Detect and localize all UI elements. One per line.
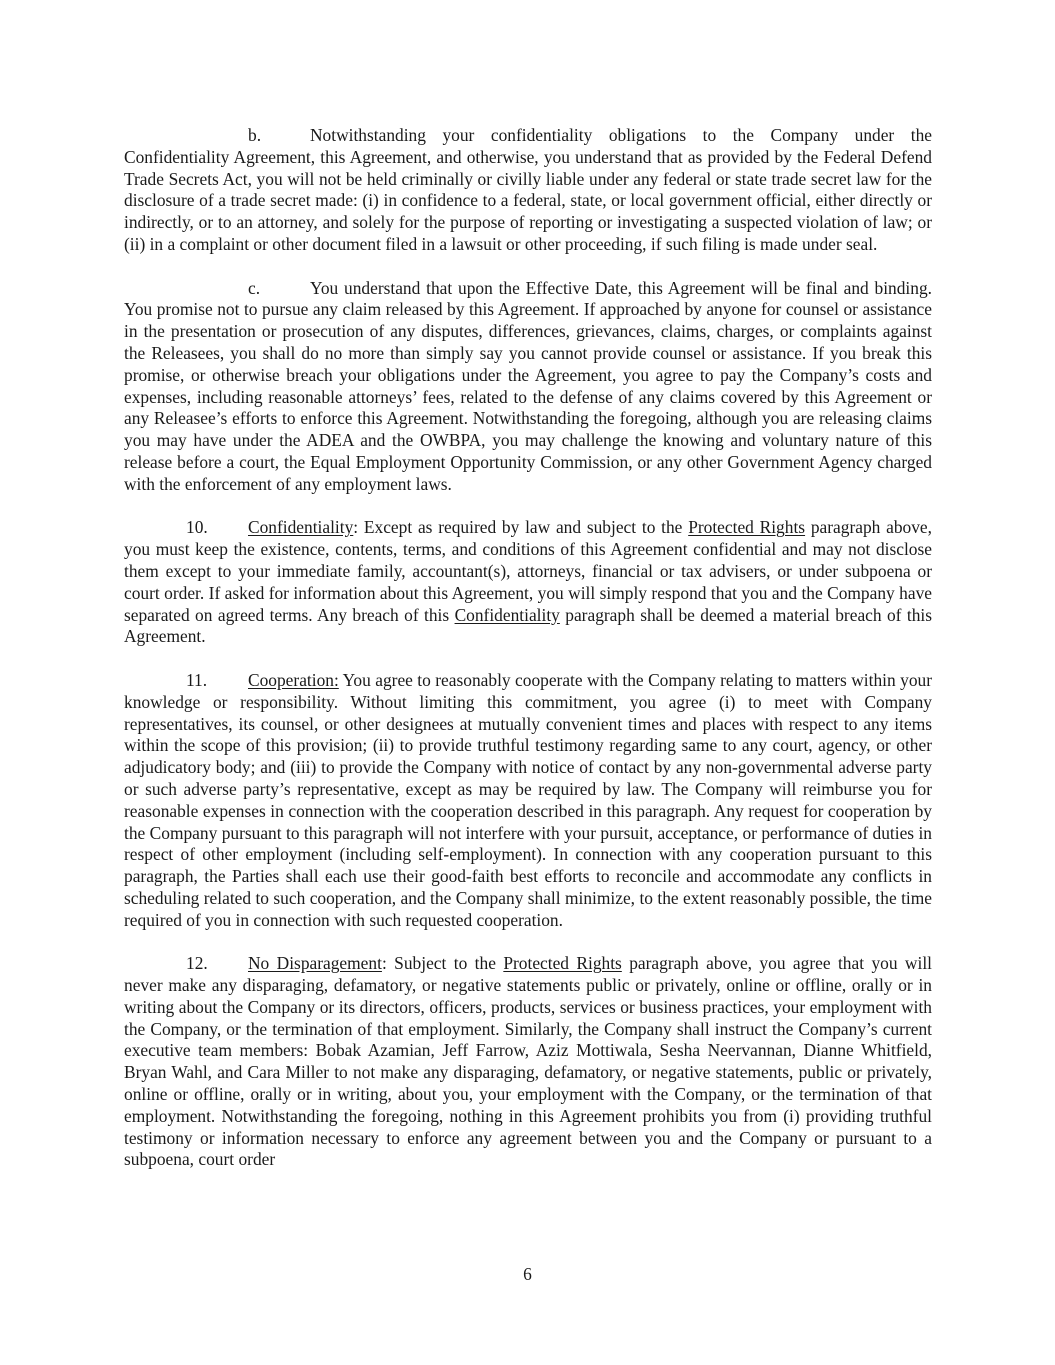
paragraph-label: c. [248,277,261,298]
paragraph-12-no-disparagement [124,953,932,1171]
paragraph-text: paragraph above, you must keep the existence, contents, terms, and conditions of this Agreement confidential and may not disclose them except to your immediate family, accountant(s), attorneys, financial or tax advisers, or under subpoena or court order. If asked for information about this Agreement, you will simply respond that you and the Company have separated on agreed terms. Any breach of this [124,517,932,625]
cross-reference: Protected Rights [503,953,622,974]
paragraph-number: 12. [186,953,208,974]
paragraph-number: 10. [186,517,208,538]
page-number: 6 [523,1264,532,1284]
paragraph-text: : Subject to the [381,953,504,974]
paragraph-9c [124,278,932,496]
paragraph-9b [124,125,932,256]
section-heading: Confidentiality [248,517,354,538]
paragraph-text: You understand that upon the Effective Date, this Agreement will be final and binding. You promise not to pursue any claim released by this Agreement. If approached by anyone for counsel or assistance in the presentation or prosecution of any disputes, differences, grievances, claims, charges, or complaints against the Releasees, you shall do no more than simply say you cannot provide counsel or assistance. If you break this promise, or otherwise breach your obligations under the Agreement, you agree to pay the Company’s costs and expenses, including reasonable attorneys’ fees, related to the defense of any claims covered by this Agreement or any Releasee’s efforts to enforce this Agreement. Notwithstanding the foregoing, although you are releasing claims you may have under the ADEA and the OWBPA, you may challenge the knowing and voluntary nature of this release before a court, the Equal Employment Opportunity Commission, or any other Government Agency charged with the enforcement of any employment laws. [124,277,932,494]
paragraph-11-cooperation [124,670,932,932]
paragraph-number: 11. [186,669,208,690]
paragraph-text: : Except as required by law and subject to the [353,517,689,538]
cross-reference: Confidentiality [454,604,560,625]
paragraph-text: paragraph shall be deemed a material breach of this Agreement. [124,604,933,647]
section-heading: No Disparagement [248,953,382,974]
paragraph-10-confidentiality [124,517,932,648]
paragraph-text: Notwithstanding your confidentiality obligations to the Company under the Confidentiality Agreement, this Agreement, and otherwise, you understand that as provided by the Federal Defend Trade Secrets Act, you will not be held criminally or civilly liable under any federal or state trade secret law for the disclosure of a trade secret made: (i) in confidence to a federal, state, or local government official, either directly or indirectly, or to an attorney, and solely for the purpose of reporting or investigating a suspected violation of law; or (ii) in a complaint or other document filed in a lawsuit or other proceeding, if such filing is made under seal. [124,125,932,254]
paragraph-text: You agree to reasonably cooperate with the Company relating to matters within your knowledge or responsibility. Without limiting this commitment, you agree (i) to meet with Company representatives, its counsel, or other designees at mutually convenient times and places with respect to any items within the scope of this provision; (ii) to provide truthful testimony regarding same to any court, agency, or other adjudicatory body; and (iii) to provide the Company with notice of contact by any non-governmental adverse party or such adverse party’s representative, except as may be required by law. The Company will reimburse you for reasonable expenses in connection with the cooperation described in this paragraph. Any request for cooperation by the Company pursuant to this paragraph will not interfere with your pursuit, acceptance, or performance of duties in respect of other employment (including self-employment). In connection with any cooperation pursuant to this paragraph, the Parties shall each use their good-faith best efforts to reconcile and accommodate any conflicts in scheduling related to such cooperation, and the Company shall minimize, to the extent reasonably possible, the time required of you in connection with such requested cooperation. [124,669,932,930]
paragraph-text: paragraph above, you agree that you will never make any disparaging, defamatory, or negative statements public or privately, online or offline, orally or in writing about the Company or its directors, officers, products, services or business practices, your employment with the Company, or the termination of that employment. Similarly, the Company shall instruct the Company’s current executive team members: Bobak Azamian, Jeff Farrow, Aziz Mottiwala, Sesha Neervannan, Dianne Whitfield, Bryan Wahl, and Cara Miller to not make any disparaging, defamatory, or negative statements, public or privately, online or offline, orally or in writing, about you, your employment with the Company, or the termination of that employment. Notwithstanding the foregoing, nothing in this Agreement prohibits you from (i) providing truthful testimony or information necessary to enforce any agreement between you and the Company or pursuant to a subpoena, court order [124,953,932,1170]
cross-reference: Protected Rights [688,517,806,538]
paragraph-label: b. [248,125,262,145]
document-page [124,125,932,1193]
section-heading: Cooperation: [248,669,339,690]
